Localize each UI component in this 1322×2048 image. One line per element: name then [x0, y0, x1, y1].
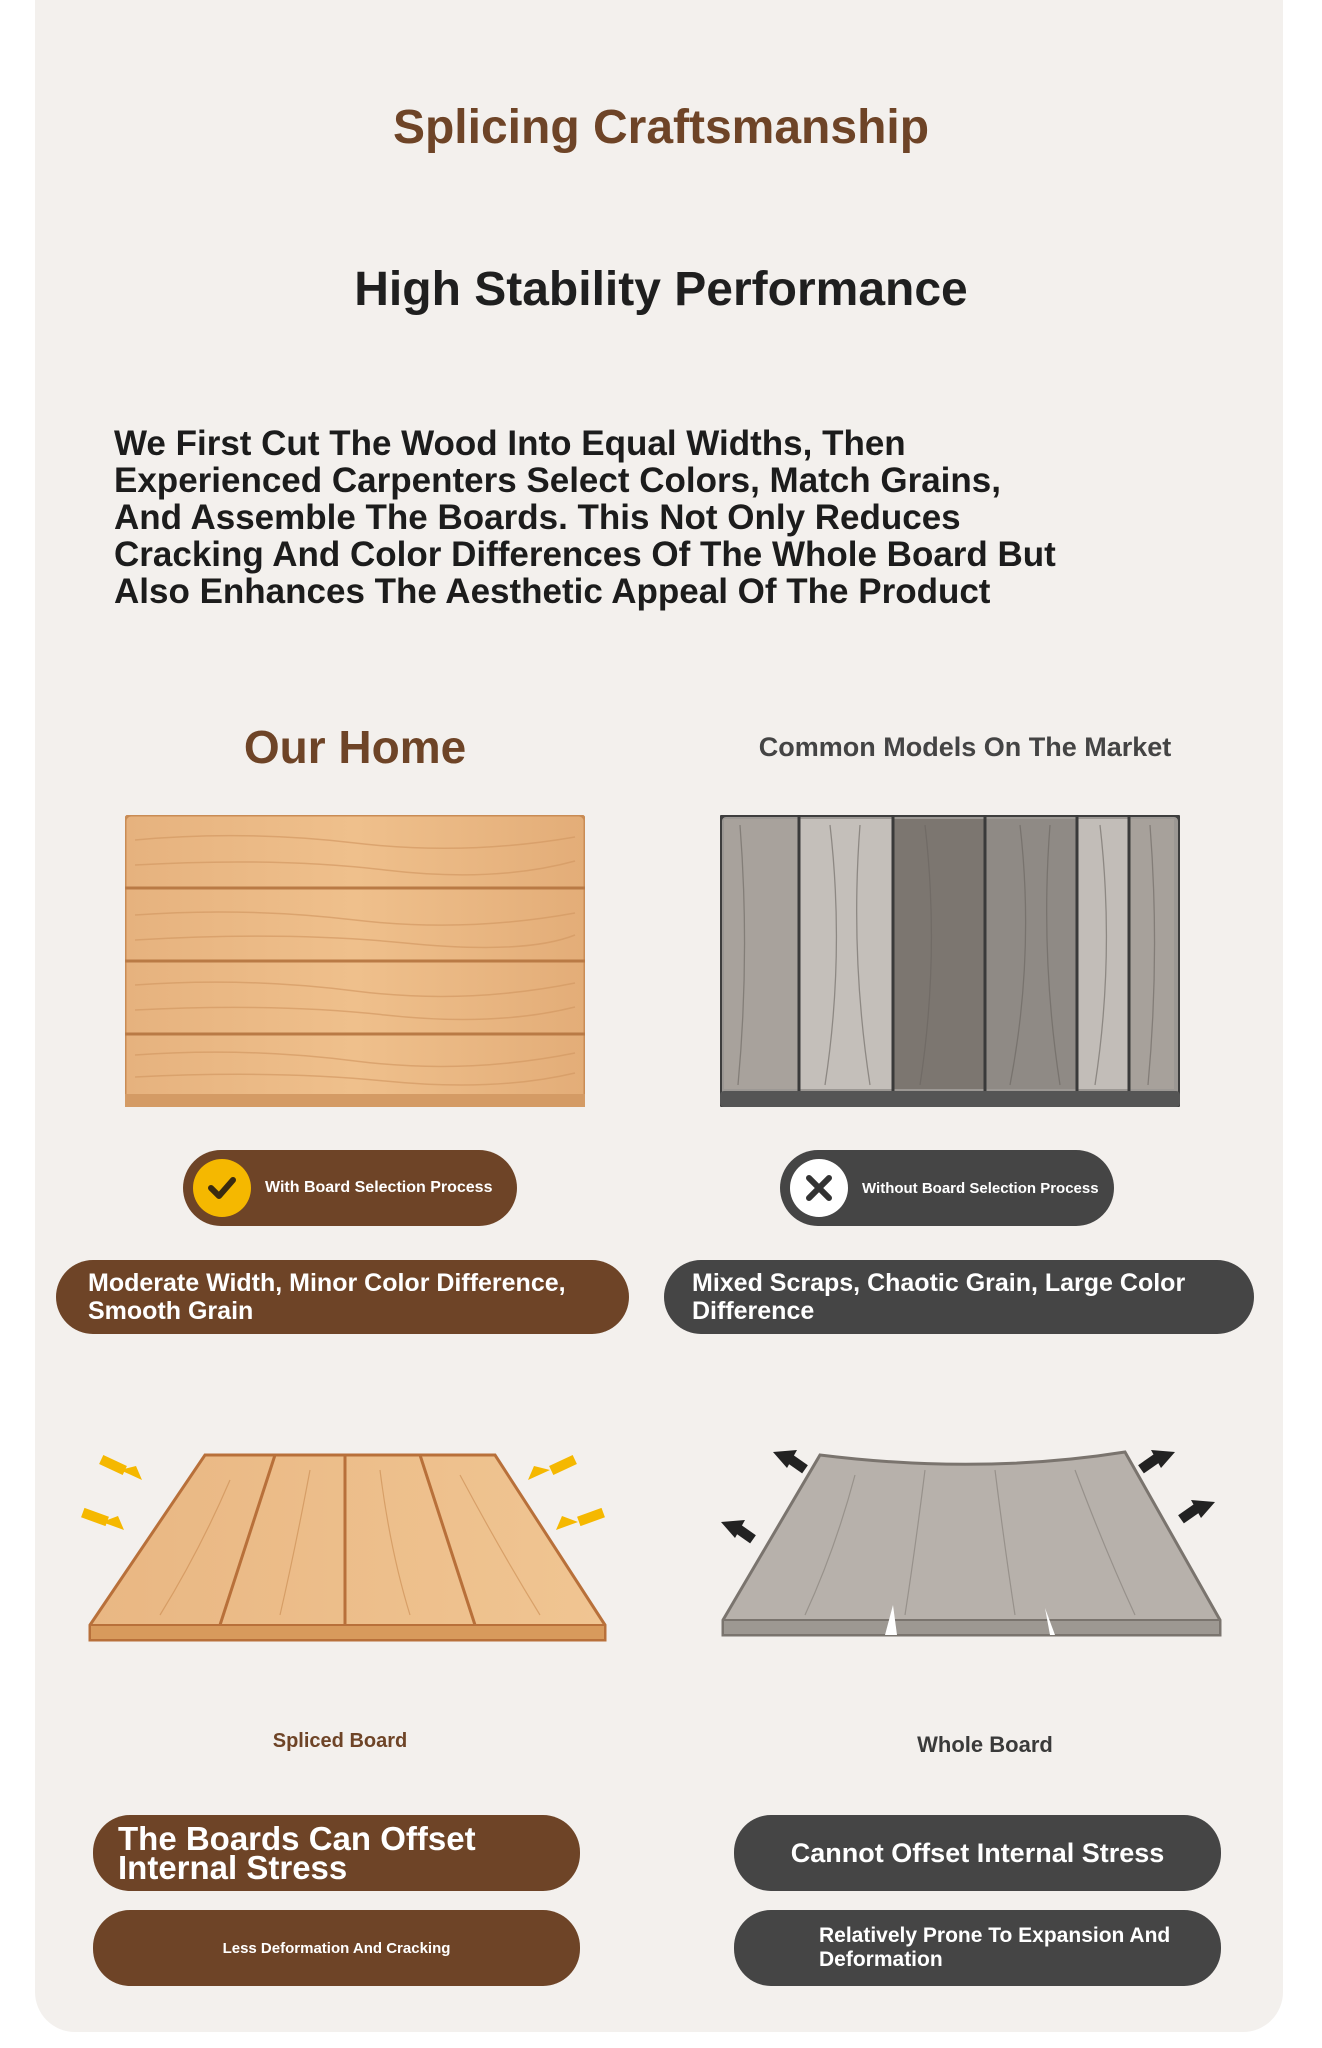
- benefit-pill-less-deformation: Less Deformation And Cracking: [93, 1910, 580, 1986]
- whole-board-image: [715, 1430, 1235, 1670]
- x-icon: [790, 1159, 848, 1217]
- without-selection-badge: [780, 1150, 1114, 1226]
- unselected-board-image: [720, 815, 1180, 1107]
- whole-board-caption: Whole Board: [917, 1732, 1053, 1757]
- spliced-board-caption: Spliced Board: [272, 1730, 408, 1752]
- benefit-pill-offset-stress: The Boards Can Offset Internal Stress: [93, 1815, 580, 1891]
- market-feature-pill: Mixed Scraps, Chaotic Grain, Large Color Difference: [664, 1260, 1254, 1334]
- drawback-pill-deformation: Relatively Prone To Expansion And Deformation: [734, 1910, 1221, 1986]
- market-models-heading: Common Models On The Market: [758, 732, 1172, 762]
- page-title: Splicing Craftsmanship: [392, 101, 930, 154]
- spliced-board-image: [80, 1430, 620, 1670]
- with-selection-label: With Board Selection Process: [265, 1179, 493, 1196]
- page-subtitle: High Stability Performance: [354, 263, 968, 316]
- with-selection-badge: [183, 1150, 517, 1226]
- check-icon: [193, 1159, 251, 1217]
- description-text: We First Cut The Wood Into Equal Widths, Then Experienced Carpenters Select Colors, Match Grains, And Assemble The Boards. This Not Only Reduces Cracking And Color Differences Of The Whole Board But Also Enhances The Aesthetic Appeal Of The Product: [114, 424, 1056, 611]
- our-home-heading: Our Home: [243, 721, 467, 773]
- drawback-pill-no-offset: Cannot Offset Internal Stress: [734, 1815, 1221, 1891]
- selected-board-image: [125, 815, 585, 1107]
- ours-feature-pill: Moderate Width, Minor Color Difference, Smooth Grain: [56, 1260, 629, 1334]
- without-selection-label: Without Board Selection Process: [862, 1179, 1099, 1197]
